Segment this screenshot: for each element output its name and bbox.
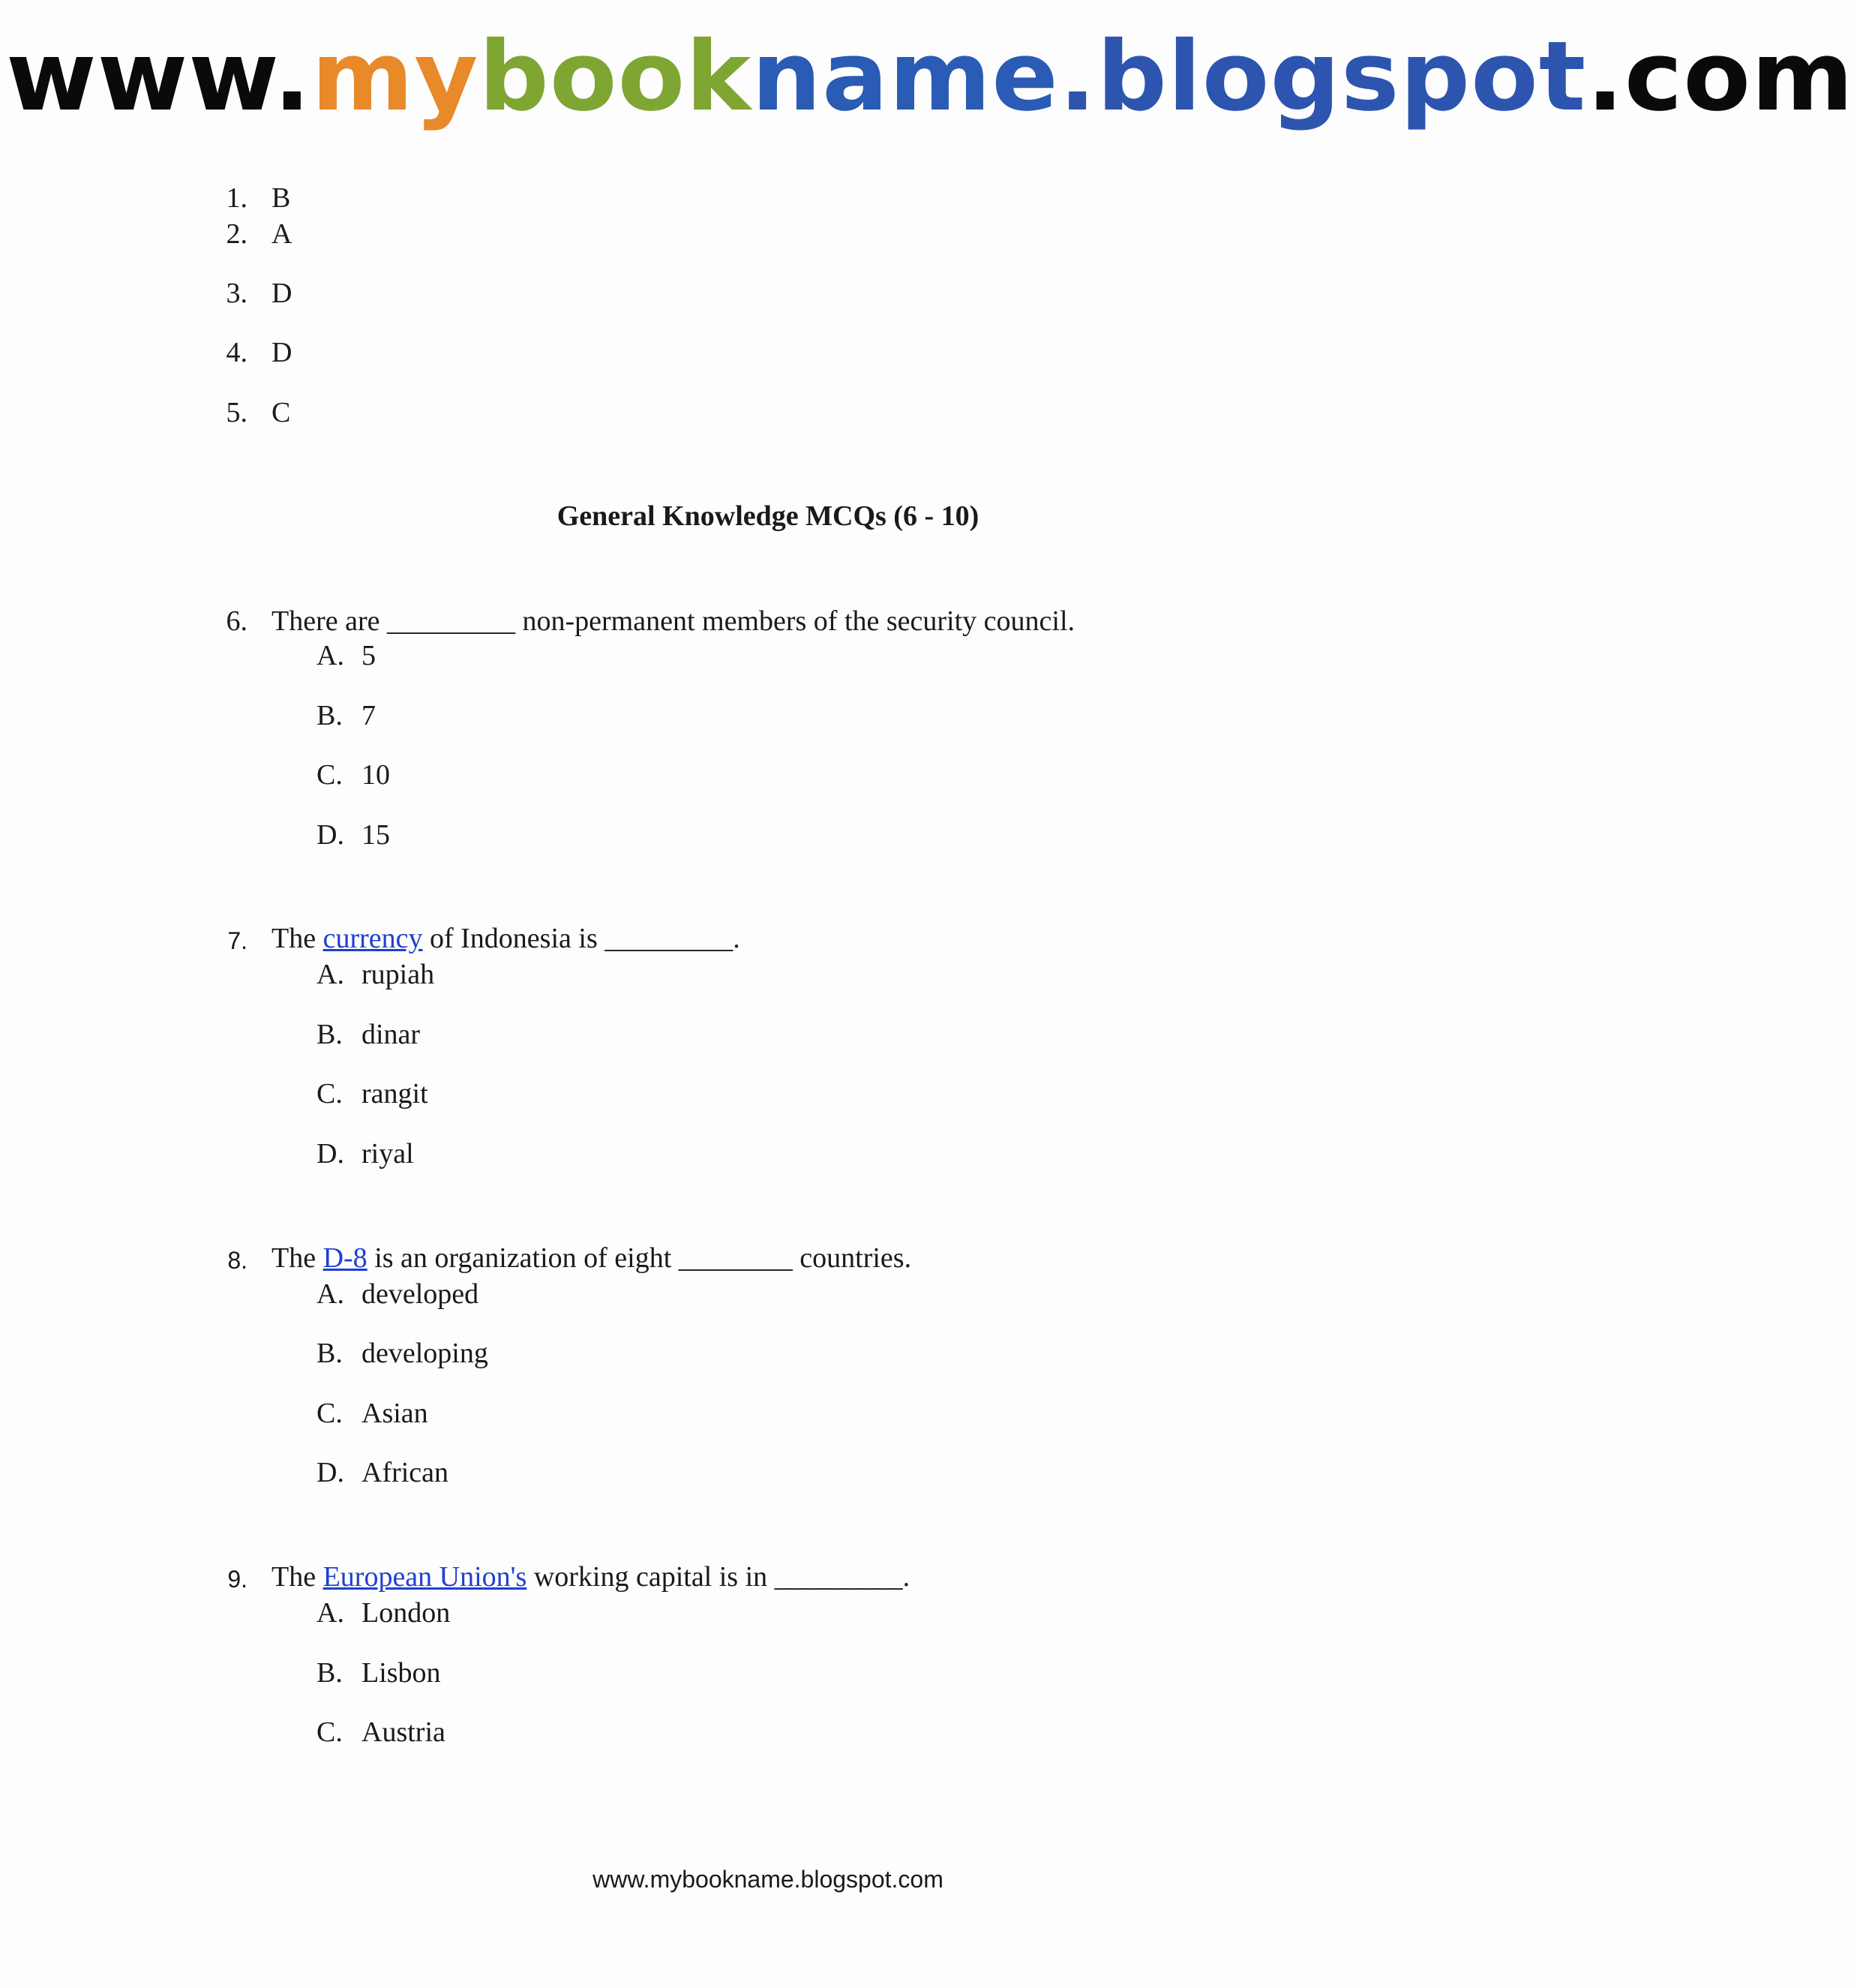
answer-letter: B [272,182,291,214]
question-number: 8. [227,1247,248,1274]
option-letter: C. [316,1716,343,1748]
option-letter: B. [316,700,343,731]
option-text: Asian [362,1398,428,1429]
page-footer: www.mybookname.blogspot.com [592,1866,944,1893]
option-text: rangit [362,1078,428,1110]
option-letter: C. [316,1078,343,1110]
option-text: riyal [362,1138,414,1170]
option-letter: A. [316,1597,344,1629]
d8-link[interactable]: D-8 [322,1242,368,1274]
section-heading: General Knowledge MCQs (6 - 10) [556,500,980,532]
question-number: 9. [227,1566,248,1593]
option-text: dinar [362,1019,421,1050]
option-letter: A. [316,640,344,671]
option-text: Austria [362,1716,446,1748]
option-letter: B. [316,1338,343,1369]
option-letter: B. [316,1019,343,1050]
option-letter: C. [316,1398,343,1429]
answer-number: 2. [226,218,248,250]
question-text: The European Union's working capital is in _________. [272,1561,910,1593]
answer-letter: D [272,278,292,309]
option-letter: D. [316,819,344,851]
option-text: 7 [362,700,376,731]
option-text: Lisbon [362,1657,441,1689]
option-text: African [362,1457,449,1488]
option-text: developed [362,1278,479,1310]
option-letter: A. [316,1278,344,1310]
answer-letter: D [272,337,292,368]
option-letter: D. [316,1457,344,1488]
answer-letter: A [272,218,292,250]
question-number: 6. [226,605,248,637]
option-text: 15 [362,819,390,851]
european-union-link[interactable]: European Union's [322,1561,527,1593]
question-number: 7. [227,927,248,954]
question-text: The currency of Indonesia is _________. [272,923,740,954]
option-text: London [362,1597,451,1629]
option-letter: D. [316,1138,344,1170]
answer-number: 3. [226,278,248,309]
answer-number: 5. [226,397,248,428]
answer-letter: C [272,397,291,428]
option-letter: B. [316,1657,343,1689]
option-letter: A. [316,959,344,990]
currency-link[interactable]: currency [322,923,423,954]
option-text: 10 [362,759,390,791]
question-text: The D-8 is an organization of eight ________ countries. [272,1242,912,1274]
answer-number: 4. [226,337,248,368]
option-text: 5 [362,640,376,671]
answer-number: 1. [226,182,248,214]
option-text: developing [362,1338,488,1369]
question-text: There are _________ non-permanent members of the security council. [272,605,1076,637]
option-text: rupiah [362,959,435,990]
site-banner-logo: www.mybookname.blogspot.com [6,21,1854,133]
option-letter: C. [316,759,343,791]
